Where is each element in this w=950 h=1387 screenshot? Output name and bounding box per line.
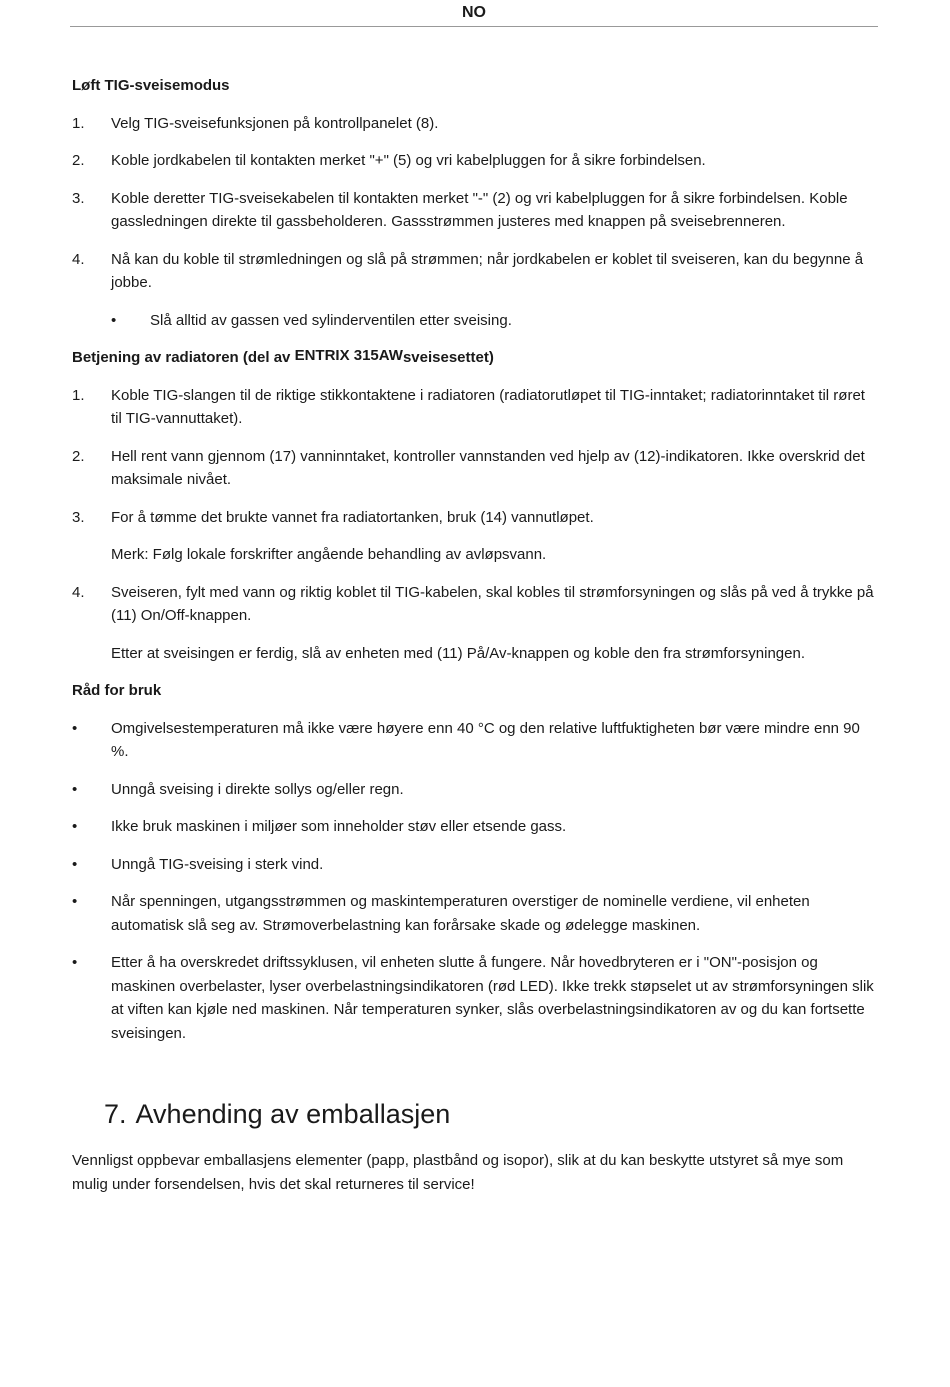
step-number: 4. xyxy=(72,583,85,601)
bullet-icon: • xyxy=(72,893,78,910)
step-number: 2. xyxy=(72,447,85,465)
radiator-heading-pre: Betjening av radiatoren (del av xyxy=(72,349,295,366)
step-text: Hell rent vann gjennom (17) vanninntaket, kontroller vannstanden ved hjelp av (12)-indikatoren. Ikke overskrid det maksimale nivået. xyxy=(111,447,865,488)
advice-text: Unngå sveising i direkte sollys og/eller regn. xyxy=(111,780,404,798)
step-number: 1. xyxy=(72,114,85,132)
lift-tig-step xyxy=(72,187,878,234)
advice-text: Etter å ha overskredet driftssyklusen, vil enheten slutte å fungere. Når hovedbryteren er i "ON"-posisjon og maskinen overbelaster, lyser overbelastningsindikatoren (rød LED). Ikke trekk støpselet ut av strømforsyningen slik at viften kan kjøle ned maskinen. Når temperaturen synker, slås overbelastningsindikatoren av og du kan fortsette sveisingen. xyxy=(111,954,874,1042)
advice-item xyxy=(72,890,878,937)
step-text: Nå kan du koble til strømledningen og slå på strømmen; når jordkabelen er koblet til sveiseren, kan du begynne å jobbe. xyxy=(111,250,864,291)
radiator-heading-post: sveisesettet) xyxy=(402,349,494,366)
section-number: 7. xyxy=(104,1099,127,1129)
step-number: 4. xyxy=(72,250,85,268)
bullet-icon: • xyxy=(72,954,78,971)
bullet-icon: • xyxy=(72,855,78,873)
radiator-note: Merk: Følg lokale forskrifter angående behandling av avløpsvann. xyxy=(111,546,547,563)
advice-text: Unngå TIG-sveising i sterk vind. xyxy=(111,855,324,873)
advice-heading: Råd for bruk xyxy=(72,682,162,699)
step-number: 2. xyxy=(72,152,85,169)
advice-item xyxy=(72,951,878,1045)
step-text: Koble TIG-slangen til de riktige stikkontaktene i radiatoren (radiatorutløpet til TIG-inntaket; radiatorinntaket til røret til TIG-vannuttaket). xyxy=(111,386,865,427)
step-number: 3. xyxy=(72,508,85,526)
step-text: Koble jordkabelen til kontakten merket "+" (5) og vri kabelpluggen for å sikre forbindelsen. xyxy=(111,152,706,169)
lift-tig-heading: Løft TIG-sveisemodus xyxy=(72,77,230,94)
section-7-title xyxy=(104,1097,878,1131)
advice-text: Ikke bruk maskinen i miljøer som inneholder støv eller etsende gass. xyxy=(111,818,567,835)
advice-text: Omgivelsestemperaturen må ikke være høyere enn 40 °C og den relative luftfuktigheten bør være mindre enn 90 %. xyxy=(111,719,860,760)
radiator-note: Etter at sveisingen er ferdig, slå av enheten med (11) På/Av-knappen og koble den fra strømforsyningen. xyxy=(111,644,805,662)
lift-tig-bullet xyxy=(72,309,878,333)
step-text: Velg TIG-sveisefunksjonen på kontrollpanelet (8). xyxy=(111,114,439,132)
advice-item xyxy=(72,778,878,802)
page-header-language: NO xyxy=(70,0,878,27)
lift-tig-step xyxy=(72,248,878,295)
step-text: Koble deretter TIG-sveisekabelen til kontakten merket "-" (2) og vri kabelpluggen for å sikre forbindelsen. Koble gassledningen direkte til gassbeholderen. Gassstrømmen justeres med knappen på sveisebrenneren. xyxy=(111,189,848,230)
radiator-heading xyxy=(72,346,878,370)
bullet-text: Slå alltid av gassen ved sylinderventilen etter sveising. xyxy=(150,311,512,329)
advice-item xyxy=(72,853,878,877)
step-number: 1. xyxy=(72,386,85,404)
radiator-step xyxy=(72,384,878,431)
advice-item xyxy=(72,815,878,839)
step-number: 3. xyxy=(72,189,85,207)
product-brand: ENTRIX 315AW xyxy=(294,347,403,364)
advice-item xyxy=(72,717,878,764)
bullet-icon: • xyxy=(111,311,117,329)
lift-tig-step xyxy=(72,149,878,173)
bullet-icon: • xyxy=(72,780,78,798)
section-title-text: Avhending av emballasjen xyxy=(135,1099,451,1129)
document-body xyxy=(72,74,878,1196)
radiator-step xyxy=(72,445,878,492)
bullet-icon: • xyxy=(72,719,78,737)
section-7-paragraph: Vennligst oppbevar emballasjens elementer (papp, plastbånd og isopor), slik at du kan beskytte utstyret så mye som mulig under forsendelsen, hvis det skal returneres til service! xyxy=(72,1152,844,1193)
radiator-step xyxy=(72,506,878,530)
step-text: Sveiseren, fylt med vann og riktig koblet til TIG-kabelen, skal kobles til strømforsyningen og slås på ved å trykke på (11) On/Off-knappen. xyxy=(111,583,874,624)
step-text: For å tømme det brukte vannet fra radiatortanken, bruk (14) vannutløpet. xyxy=(111,508,594,526)
advice-text: Når spenningen, utgangsstrømmen og maskintemperaturen overstiger de nominelle verdiene, vil enheten automatisk slå seg av. Strømoverbelastning kan forårsake skade og ødelegge maskinen. xyxy=(111,893,810,934)
radiator-step xyxy=(72,581,878,628)
lift-tig-step xyxy=(72,112,878,136)
bullet-icon: • xyxy=(72,818,78,835)
